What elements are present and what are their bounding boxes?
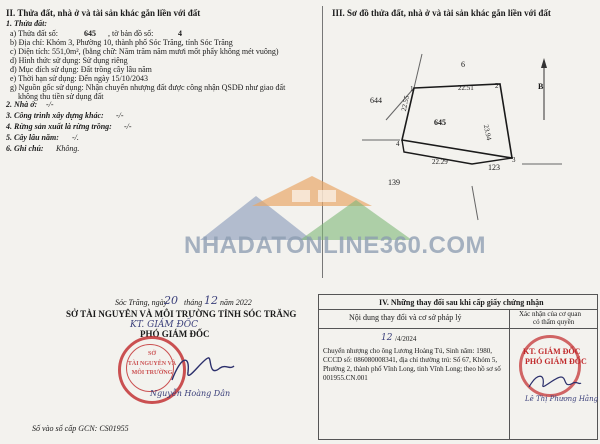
edge-left: 22.55 — [399, 94, 411, 112]
area: c) Diện tích: 551,0m², (bằng chữ: Năm trăm năm mươi mốt phẩy không mét vuông) — [10, 47, 279, 56]
map-sheet-label: , tờ bản đồ số: — [108, 29, 154, 38]
house-value: -/- — [46, 100, 54, 109]
signature-right — [527, 371, 583, 393]
sign-prefix: KT. GIÁM ĐỐC — [130, 320, 198, 330]
construction-heading: 3. Công trình xây dựng khác: — [6, 111, 104, 120]
point-2: 2 — [495, 82, 499, 90]
col-confirm-header-1: Xác nhận của cơ quan — [519, 310, 582, 318]
usage-origin-cont: không thu tiền sử dụng đất — [18, 92, 104, 101]
change-line-3: Phường 2, thành phố Vĩnh Long, tỉnh Vĩnh Long; theo hồ sơ số — [323, 365, 501, 373]
issue-day: 20 — [164, 294, 178, 307]
point-3: 3 — [512, 156, 516, 164]
issue-place: Sóc Trăng, ngày — [115, 298, 168, 307]
point-1: 1 — [410, 85, 414, 93]
neighbor-left: 644 — [370, 96, 382, 105]
house-logo-icon — [200, 176, 412, 240]
confirm-prefix: KT. GIÁM ĐỐC — [523, 347, 581, 356]
sign-title: PHÓ GIÁM ĐỐC — [140, 329, 210, 339]
section-2-title: II. Thửa đất, nhà ở và tài sản khác gắn liền với đất — [6, 8, 201, 18]
watermark-text: NHADATONLINE360.COM — [184, 232, 486, 259]
usage-purpose: đ) Mục đích sử dụng: Đất trồng cây lâu năm — [10, 65, 152, 74]
confirm-signer: Lê Thị Phương Hằng — [525, 395, 599, 403]
issue-month: 12 — [204, 294, 218, 307]
north-label: B — [538, 82, 544, 91]
edge-right: 23.94 — [481, 123, 493, 141]
changes-table — [318, 294, 598, 440]
change-date: /4/2024 — [395, 335, 417, 343]
change-line-2: CCCD số: 086080008341, địa chỉ thường trú: Số 67, Khóm 5, — [323, 356, 498, 364]
house-heading: 2. Nhà ở: — [6, 100, 38, 109]
parcel-heading: 1. Thửa đất: — [6, 19, 48, 28]
parcel-number-label: a) Thửa đất số: — [10, 29, 58, 38]
registration-number: Số vào sổ cấp GCN: CS01955 — [32, 424, 129, 433]
stamp-line-3: MÔI TRƯỜNG — [131, 370, 173, 376]
col-confirm-header-2: có thẩm quyền — [533, 318, 575, 326]
signer-name: Nguyễn Hoàng Dân — [150, 389, 231, 398]
forest-heading: 4. Rừng sản xuất là rừng trồng: — [6, 122, 112, 131]
col-content-header: Nội dung thay đổi và cơ sở pháp lý — [349, 313, 462, 322]
signature-left — [168, 350, 238, 388]
notes-value: Không. — [56, 144, 80, 153]
trees-heading: 5. Cây lâu năm: — [6, 133, 59, 142]
change-date-day: 12 — [381, 333, 393, 343]
section-3-title: III. Sơ đồ thửa đất, nhà ở và tài sản khác gắn liền với đất — [332, 8, 551, 18]
map-sheet-number: 4 — [178, 29, 182, 38]
issue-month-label: tháng — [184, 298, 203, 307]
neighbor-right: 123 — [488, 163, 500, 172]
notes-heading: 6. Ghi chú: — [6, 144, 44, 153]
construction-value: -/- — [116, 111, 124, 120]
usage-term: e) Thời hạn sử dụng: Đến ngày 15/10/2043 — [10, 74, 148, 83]
point-4: 4 — [396, 140, 400, 148]
neighbor-bottom: 139 — [388, 178, 400, 187]
confirm-title: PHÓ GIÁM ĐỐC — [525, 357, 587, 366]
issue-year: năm 2022 — [220, 298, 252, 307]
parcel-number: 645 — [84, 29, 96, 38]
change-line-1: Chuyển nhượng cho ông Lương Hoàng Tú, Sinh năm: 1980, — [323, 347, 493, 355]
parcel-label: 645 — [434, 118, 446, 127]
edge-top: 22.51 — [458, 84, 474, 92]
address: b) Địa chỉ: Khóm 3, Phường 10, thành phố Sóc Trăng, tỉnh Sóc Trăng — [10, 38, 233, 47]
stamp-line-2: TÀI NGUYÊN VÀ — [127, 361, 177, 367]
neighbor-top: 6 — [461, 60, 465, 69]
usage-form: d) Hình thức sử dụng: Sử dụng riêng — [10, 56, 128, 65]
usage-origin: g) Nguồn gốc sử dụng: Nhận chuyển nhượng đất được công nhận QSDĐ như giao đất — [10, 83, 286, 92]
change-line-4: 001955.CN.001 — [323, 374, 368, 382]
edge-bottom: 22.29 — [432, 158, 448, 166]
changes-title: IV. Những thay đổi sau khi cấp giấy chứng nhận — [379, 298, 544, 307]
issuing-agency: SỞ TÀI NGUYÊN VÀ MÔI TRƯỜNG TỈNH SÓC TRĂNG — [66, 309, 297, 319]
parcel-outline — [399, 84, 512, 158]
forest-value: -/- — [124, 122, 132, 131]
stamp-line-1: SỞ — [147, 351, 156, 357]
trees-value: -/. — [72, 133, 79, 142]
